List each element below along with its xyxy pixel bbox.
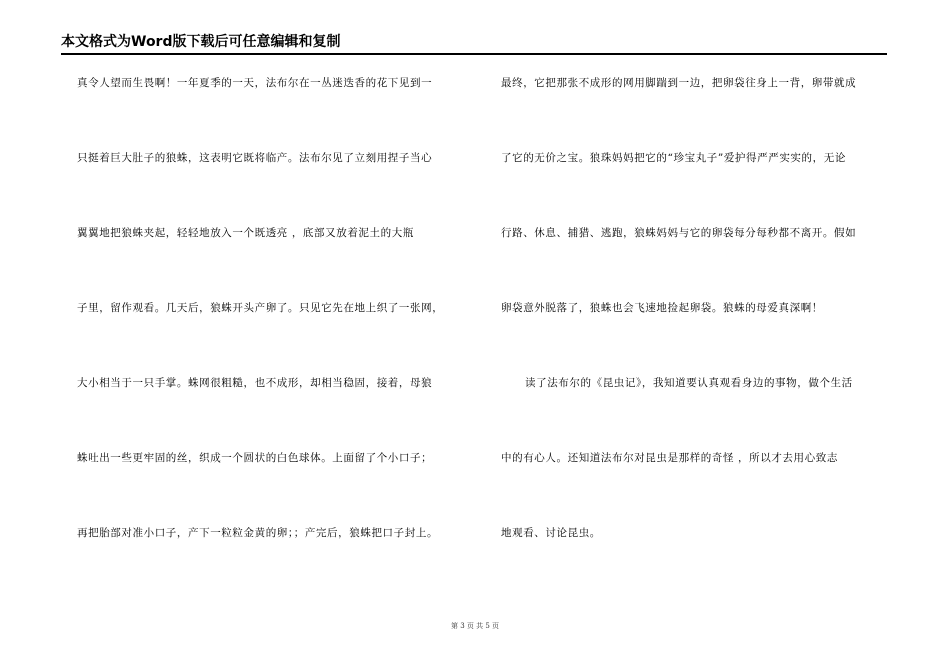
right-line-6: 中的有心人。还知道法布尔对昆虫是那样的奇怪 ，所以才去用心致志	[501, 452, 838, 464]
right-line-4: 卵袋意外脱落了，狼蛛也会飞速地捡起卵袋。狼蛛的母爱真深啊！	[501, 302, 823, 314]
left-line-1: 真令人望而生畏啊！一年夏季的一天，法布尔在一丛迷迭香的花下见到一	[77, 77, 433, 89]
left-line-6: 蛛吐出一些更牢固的丝，织成一个圆状的白色球体。上面留了个小口子；	[77, 452, 433, 464]
left-line-7: 再把胎部对准小口子，产下一粒粒金黄的卵；；产完后，狼蛛把口子封上。	[77, 527, 439, 539]
left-line-3: 翼翼地把狼蛛夹起，轻轻地放入一个既透亮 ，底部又放着泥土的大瓶	[77, 227, 414, 239]
right-line-2: 了它的无价之宝。狼珠妈妈把它的“珍宝丸子”爱护得严严实实的，无论	[501, 152, 846, 164]
left-line-2: 只挺着巨大肚子的狼蛛，这表明它既将临产。法布尔见了立刻用捏子当心	[77, 152, 433, 164]
right-line-1: 最终，它把那张不成形的网用脚踹到一边，把卵袋往身上一背，卵带就成	[501, 77, 857, 89]
page-number-footer: 第 3 页 共 5 页	[450, 622, 500, 630]
header-divider	[61, 53, 887, 55]
document-header-title: 本文格式为Word版下载后可任意编辑和复制	[61, 34, 341, 50]
left-line-4: 子里，留作观看。几天后，狼蛛开头产卵了。只见它先在地上织了一张网，	[77, 302, 444, 314]
left-line-5: 大小相当于一只手掌。蛛网很粗糙，也不成形，却相当稳固，接着，母狼	[77, 377, 433, 389]
right-line-5: 读了法布尔的《昆虫记》，我知道要认真观看身边的事物，做个生活	[525, 377, 853, 389]
right-line-3: 行路、休息、捕猎、逃跑，狼蛛妈妈与它的卵袋每分每秒都不离开。假如	[501, 227, 857, 239]
right-line-7: 地观看、讨论昆虫。	[501, 527, 601, 539]
